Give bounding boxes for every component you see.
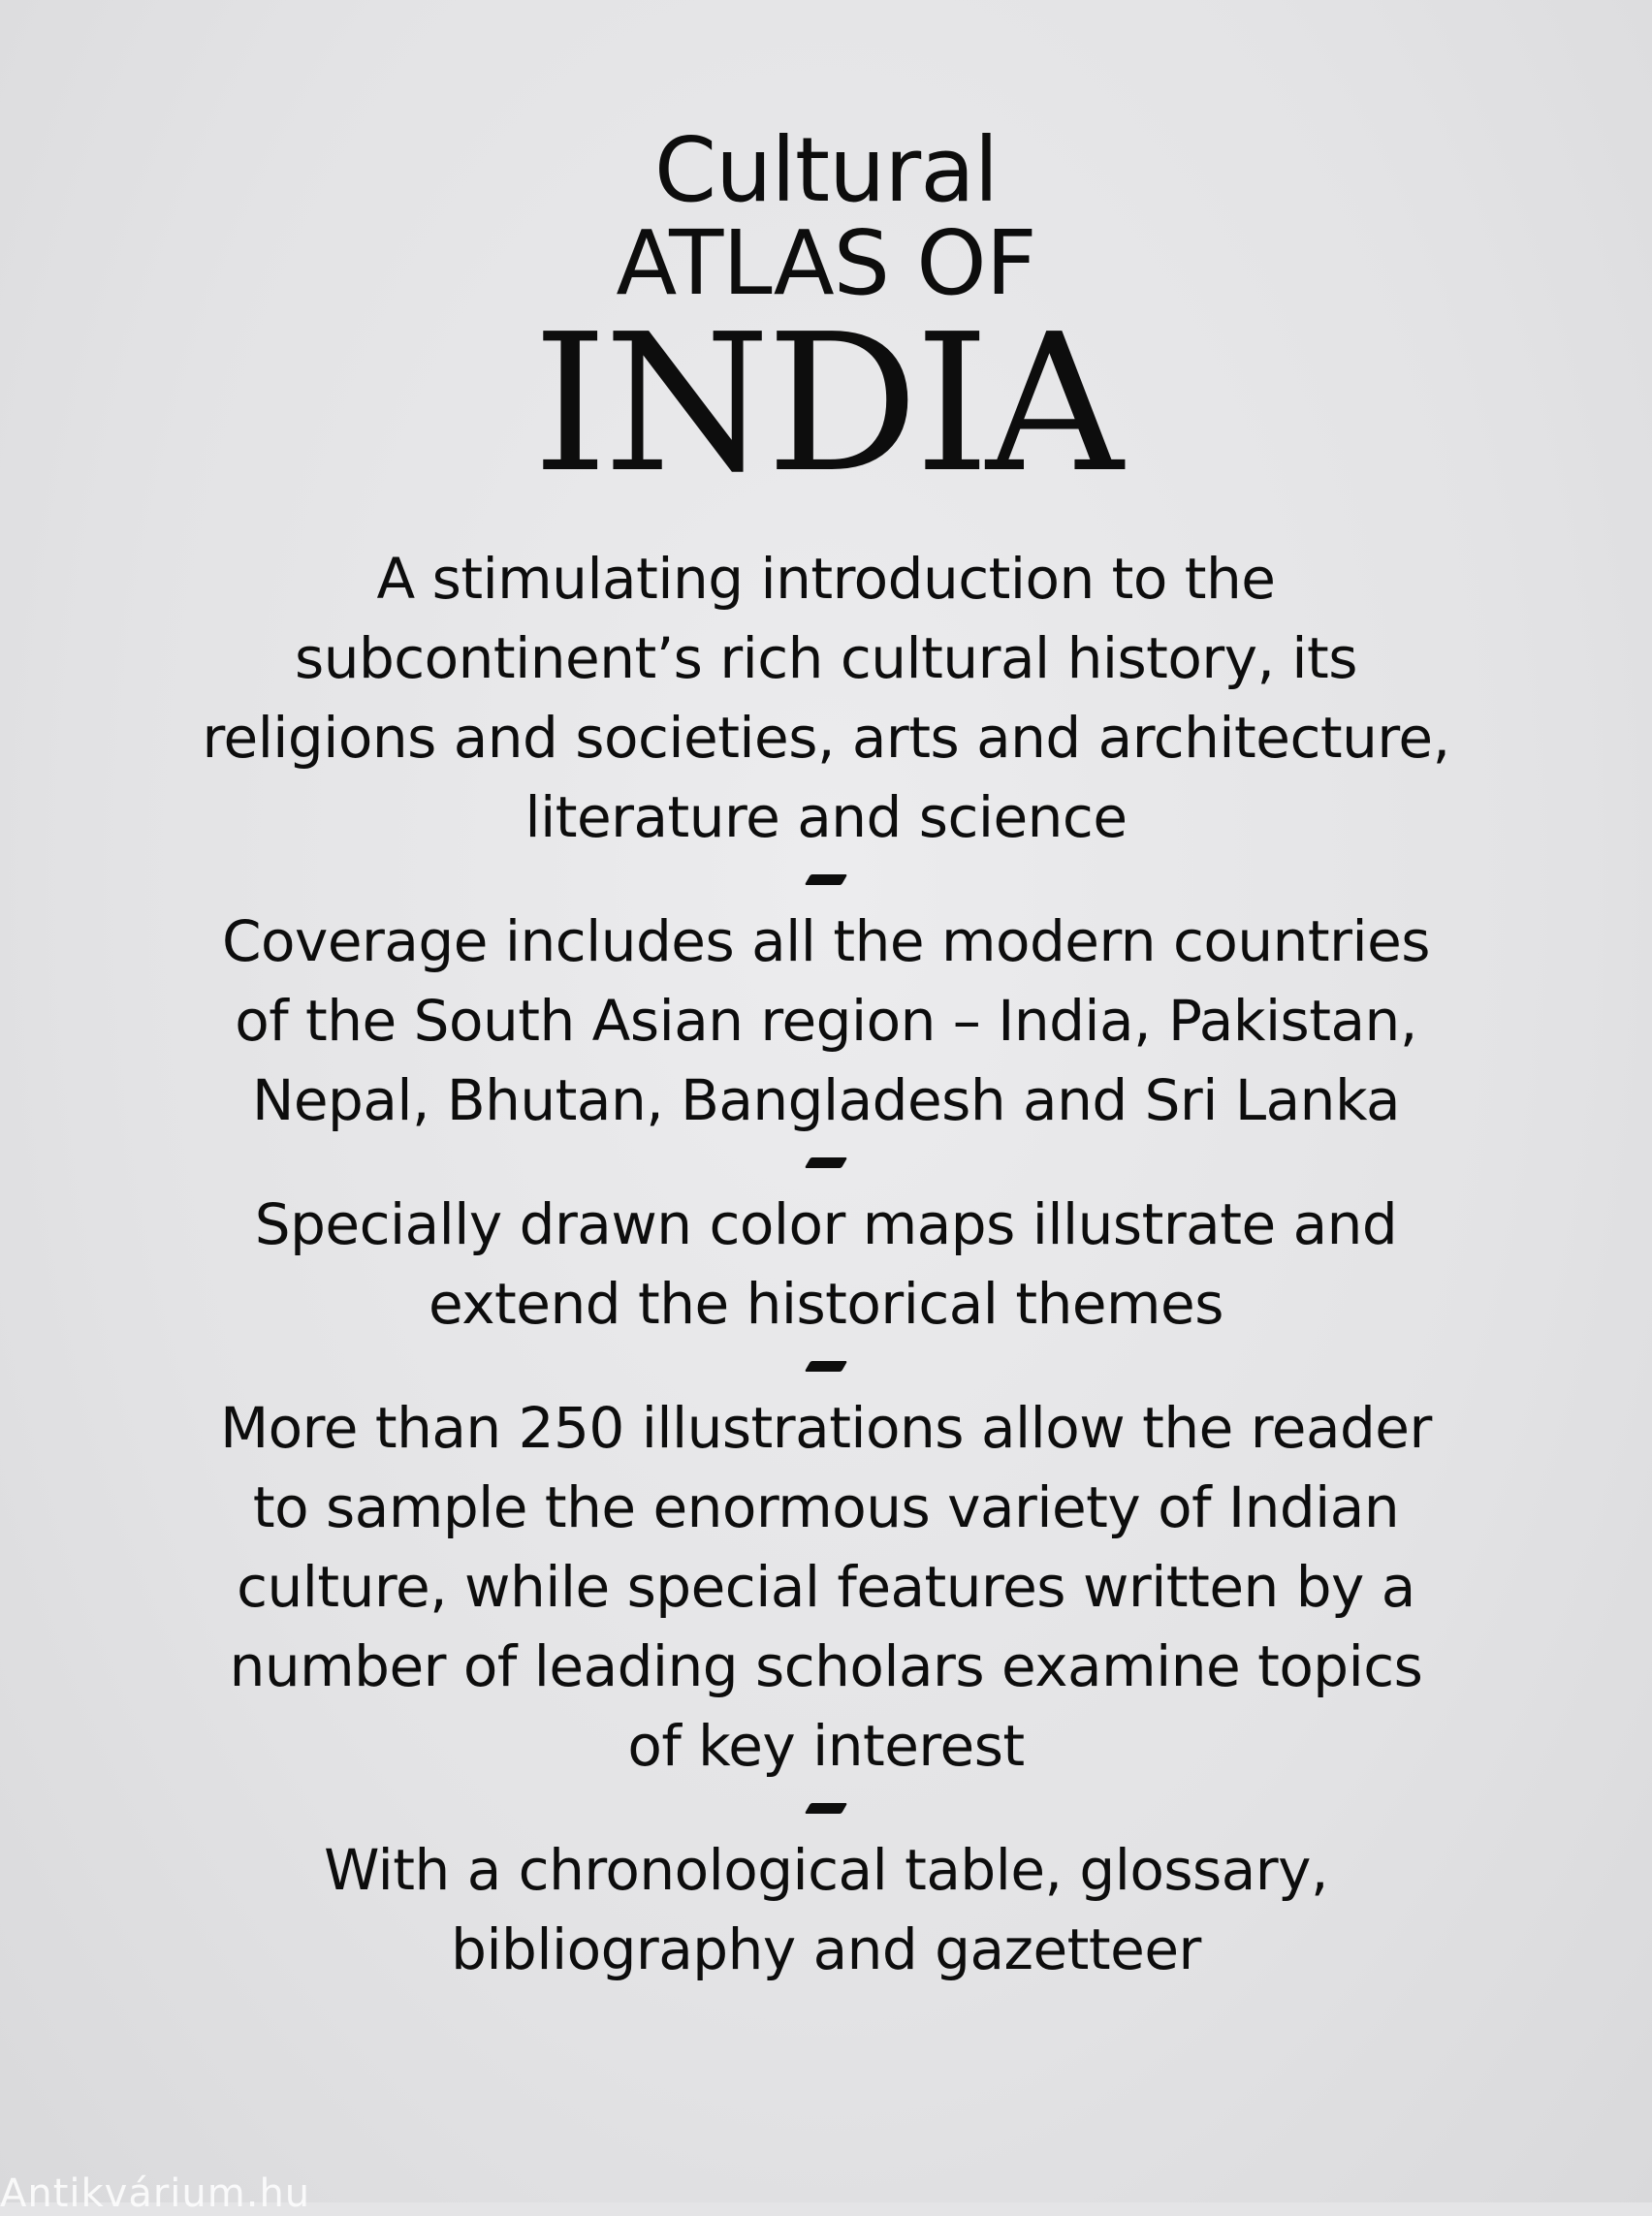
blurb-reference-features: With a chronological table, glossary, bibliography and gazetteer <box>324 1837 1328 1982</box>
dash-separator <box>804 1786 848 1830</box>
dash-separator <box>804 857 848 902</box>
title-line-india: INDIA <box>532 294 1120 515</box>
blurb-coverage: Coverage includes all the modern countries of the South Asian region – India, Pakistan, Nepal, Bhutan, Bangladesh and Sri Lanka <box>222 908 1430 1133</box>
blurb-list <box>87 539 1565 1989</box>
book-title <box>0 118 1652 515</box>
title-line-atlas-of: ATLAS OF <box>616 211 1036 315</box>
title-line-cultural: Cultural <box>653 118 999 222</box>
blurb-maps: Specially drawn color maps illustrate and extend the historical themes <box>254 1191 1398 1337</box>
watermark: Antikvárium.hu <box>0 2171 311 2216</box>
dash-separator <box>804 1344 848 1388</box>
dash-separator <box>804 1140 848 1185</box>
blurb-illustrations: More than 250 illustrations allow the reader to sample the enormous variety of Indian culture, while special features written by a number of leading scholars examine topics of key interest <box>220 1395 1432 1779</box>
blurb-introduction: A stimulating introduction to the subcontinent’s rich cultural history, its religions and societies, arts and architecture, literature and science <box>202 546 1450 850</box>
